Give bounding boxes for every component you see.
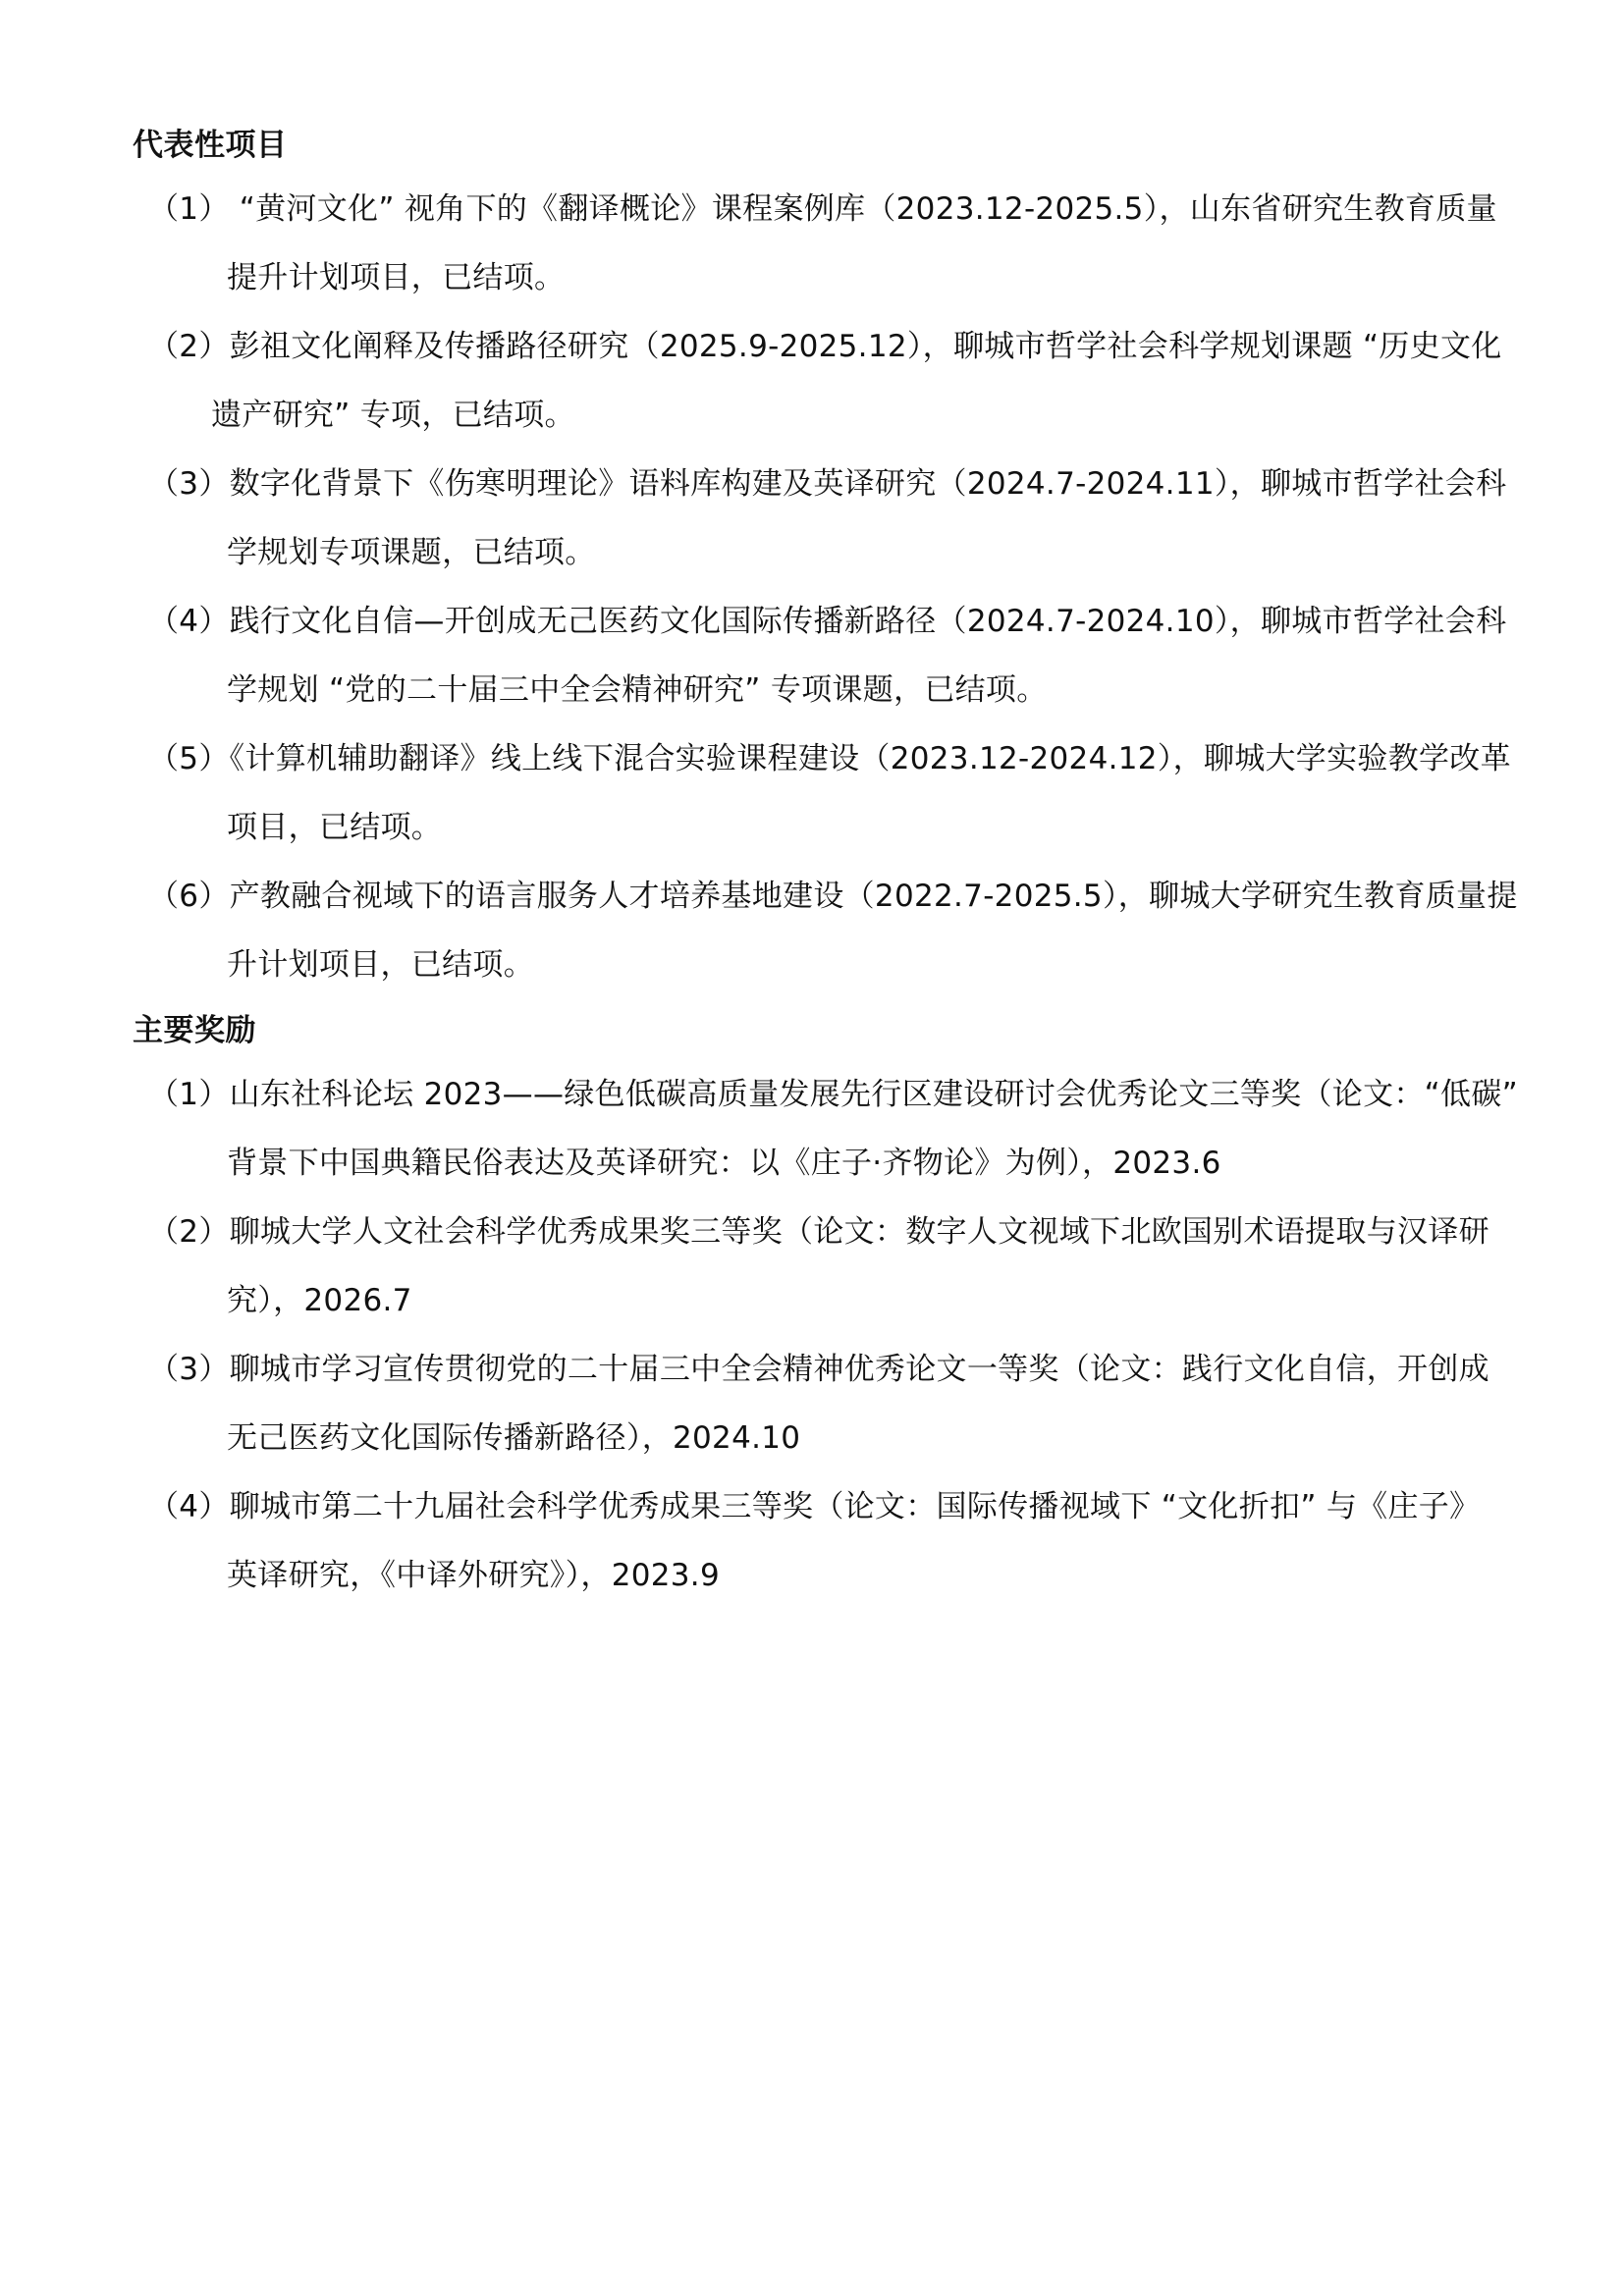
document-page [133, 116, 1576, 1612]
project-item-1-line-1: （1） “黄河文化” 视角下的《翻译概论》课程案例库（2023.12-2025.5），山东省研究生教育质量 [148, 191, 1497, 227]
project-item-5-line-2: 项目，已结项。 [227, 810, 443, 845]
project-item-1 [133, 175, 1576, 312]
project-item-2-line-1: （2）彭祖文化阐释及传播路径研究（2025.9-2025.12），聊城市哲学社会科学规划课题 “历史文化 [148, 329, 1502, 364]
project-item-4-line-2: 学规划 “党的二十届三中全会精神研究” 专项课题，已结项。 [227, 672, 1048, 708]
award-item-4-line-2: 英译研究，《中译外研究》），2023.9 [227, 1558, 720, 1593]
project-item-3-line-1: （3）数字化背景下《伤寒明理论》语料库构建及英译研究（2024.7-2024.11），聊城市哲学社会科 [148, 466, 1507, 502]
award-item-4-line-1: （4）聊城市第二十九届社会科学优秀成果三等奖（论文：国际传播视域下 “文化折扣” 与《庄子》 [148, 1489, 1481, 1524]
project-item-2-line-2: 遗产研究” 专项，已结项。 [211, 398, 575, 433]
project-item-3 [133, 450, 1576, 587]
section-heading-awards: 主要奖励 [133, 1013, 256, 1048]
section-heading-projects: 代表性项目 [133, 128, 288, 163]
award-item-2 [133, 1198, 1576, 1335]
award-item-3-line-2: 无己医药文化国际传播新路径），2024.10 [227, 1420, 801, 1456]
award-item-1-line-1: （1）山东社科论坛 2023——绿色低碳高质量发展先行区建设研讨会优秀论文三等奖（论文：“低碳” [148, 1077, 1518, 1112]
project-item-3-line-2: 学规划专项课题，已结项。 [227, 535, 596, 570]
project-item-5 [133, 724, 1576, 862]
project-item-4-line-1: （4）践行文化自信—开创成无己医药文化国际传播新路径（2024.7-2024.10），聊城市哲学社会科 [148, 604, 1507, 639]
project-item-2 [133, 312, 1576, 450]
projects-list [133, 175, 1576, 999]
award-item-2-line-2: 究），2026.7 [227, 1283, 412, 1318]
award-item-3-line-1: （3）聊城市学习宣传贯彻党的二十届三中全会精神优秀论文一等奖（论文：践行文化自信，开创成 [148, 1352, 1489, 1387]
project-item-5-line-1: （5）《计算机辅助翻译》线上线下混合实验课程建设（2023.12-2024.12），聊城大学实验教学改革 [148, 741, 1511, 776]
award-item-3 [133, 1335, 1576, 1472]
award-item-2-line-1: （2）聊城大学人文社会科学优秀成果奖三等奖（论文：数字人文视域下北欧国别术语提取与汉译研 [148, 1214, 1489, 1250]
project-item-1-line-2: 提升计划项目，已结项。 [227, 260, 566, 295]
award-item-4 [133, 1472, 1576, 1610]
project-item-6-line-2: 升计划项目，已结项。 [227, 947, 534, 983]
project-item-4 [133, 587, 1576, 724]
award-item-1-line-2: 背景下中国典籍民俗表达及英译研究：以《庄子·齐物论》为例），2023.6 [227, 1146, 1221, 1181]
award-item-1 [133, 1060, 1576, 1198]
awards-list [133, 1060, 1576, 1610]
project-item-6 [133, 862, 1576, 999]
project-item-6-line-1: （6）产教融合视域下的语言服务人才培养基地建设（2022.7-2025.5），聊城大学研究生教育质量提 [148, 879, 1518, 914]
